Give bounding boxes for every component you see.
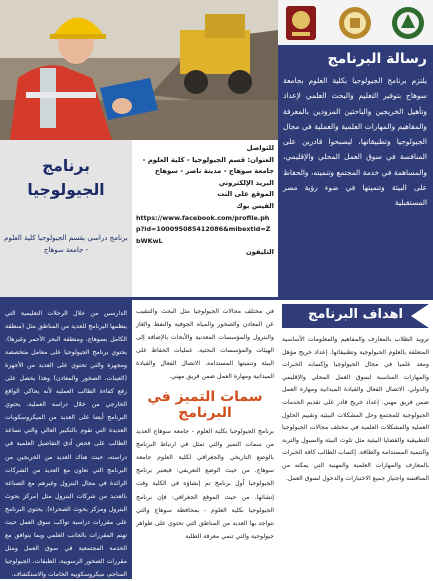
contact-address: العنوان: قسم الجيولوجيا - كلية العلوم - جامعة سوهاج - مدينة ناصر - سوهاج [142,155,274,176]
career-fields-text: في مختلف مجالات الجيولوجيا مثل البحث والتنقيب عن المعادن والصخور والمياه الجوفية والنفط والغاز والبترول والمؤسسات المعدنية والأبحاث بالإضافة إلى الهيئات والمؤسسات البحثية. عمليات الحفاظ على البيئة وتنميتها المستدامة. الاتصال الفعال والقيادة الميدانية ومهارة العمل ضمن فريق مهني. [136,308,274,381]
excellence-heading: سمات التميز في البرنامج [147,389,263,422]
program-message-body: يلتزم برنامج الجيولوجيا بكلية العلوم بجامعة سوهاج بتوفير التعليم والبحث العلمي لإعداد وتأهيل الخريجين والباحثين المزودين بالمعرفة والمفاهيم والمهارات العلمية والعملية في مجال الجيولوجيا وتطبيقاتها، ليصبحوا قادرين على المنافسة في سوق العمل المحلي والإقليمي، والمساهمة في خدمة المجتمع وتنميته، والحفاظ على البيئة وتنميتها في ضوء رؤية مصر المستقبلية [283,76,427,208]
contact-website-label: الموقع على النت [217,190,274,199]
facebook-link[interactable]: https://www.facebook.com/profile.php?id=100095085412086&mibextid=ZbWKwL [136,213,271,245]
contact-heading: للتواصل [246,144,274,152]
program-message-heading: رسالة البرنامج [327,51,427,67]
geologist-photo [0,0,278,140]
goals-text: تزويد الطلاب بالمعارف والمفاهيم والمعلومات الأساسية المتعلقة بالعلوم الجيولوجية وتطبيقاتها. إعداد خريج مؤهل ومعد علميا في مجال الجيولوجيا وإكسابه الخبرات والمهارات المناسبة لسوق العمل المحلي والإقليمي والدولي. الاتصال الفعال والقيادة الميدانية ومهارة العمل ضمن فريق مهني. إعداد خريج قادر على تقديم الخدمات الجيولوجية للمجتمع وحل المشكلات البيئية وتقييم الحلول العملية والمشكلات العلمية في مختلف مجالات الجيولوجيا التطبيقية والقضايا البيئية مثل تلوث البيئة والسيول والتربة والتنمية المستدامة والطاقة. إكساب الطالب كافة الخبرات بالمعارف والمهارات العلمية والمهنية التي يمكنه من المنافسة واجتياز جميع الاختبارات والدخول لسوق العمل. [282,336,429,482]
program-title-line2: الجيولوجيا [27,181,105,199]
logos-bar [278,0,433,45]
emblem-gold-icon [338,4,372,42]
excellence-text: برنامج الجيولوجيا بكلية العلوم - جامعة سوهاج العديد من سمات التميز والتي تمثل في ارتباط البرنامج بالوضع التاريخي والجغرافي لكلية العلوم جامعة سوهاج. من حيث الوضع التعريفي: فيعتبر برنامج الجيولوجيا أول برنامج تم إنشاؤه في الكلية وقت إنشائها. من حيث الموقع الجغرافي: فإن برنامج الجيولوجيا بكلية العلوم - بمحافظة سوهاج والتي تتواجد بها العديد من المناطق التي تحتوي على ظواهر جيولوجية والتي تنمي معرفة الطلبة [136,428,274,540]
program-subtitle: برنامج دراسي بقسم الجيولوجيا كلية العلوم - جامعة سوهاج [4,234,128,254]
program-message-panel [278,45,433,297]
goals-arrow-icon [411,304,429,328]
emblem-green-icon [391,4,425,42]
lab-trips-panel [0,300,132,579]
emblem-red-icon [284,4,318,42]
contact-email-label: البريد الإلكتروني [218,178,274,187]
goals-header [282,304,429,328]
geologist-illustration [0,0,278,140]
goals-heading: اهداف البرنامج [308,307,403,322]
contact-facebook-label: الفيس بوك [236,201,274,210]
excellence-panel [132,300,278,579]
contact-panel [132,140,278,297]
contact-phone-label: التليفون [245,248,274,257]
lab-trips-text: الدارسين من خلال الرحلات التعليمية التي ينظمها البرنامج للعديد من المناطق مثل (منطقة الكامل بسوهاج، ومنطقة البحر الأحمر وغيرها). يحتوي برنامج الجيولوجيا على معامل متخصصة ومجهزة والتي تحتوي على العديد من الأجهزة (العينات، الصخور والمعادن) وهذا يحصل على رفع كفاءة الطالب العملية لأنه يحاكي الواقع الخارجي من خلال دراسة العملية. يحتوي البرنامج أيضا على العديد من الميكروسكوبات العديدة التي تقوم بالتكبير العالي والتي تساعد الطالب على فحص أدق التفاصيل العلمية في دراسته، حيث هناك العديد من الخريجين من البرنامج التي تعاون مع العديد من الشركات الرائدة في مجال البترول وغيرهم مع الصناعة بالعديد من شركات البترول مثل (مركز بحوث البترول ومركز بحوث الصحراء). يحتوي البرنامج على مقررات دراسية تواكب سوق العمل حيث تهتم المقررات بالجانب العلمي وبما يتوافق مع الخدمة المجتمعية في سوق العمل ومثل مقررات الصخور الرسوبية، الطبقات، الجيولوجيا المناجم، ميكروسكوبية الخامات والاستكشاف. [5,310,127,578]
program-title-line1: برنامج [42,157,90,175]
program-title-panel [0,140,132,297]
goals-panel [278,300,433,579]
program-title [0,154,132,202]
